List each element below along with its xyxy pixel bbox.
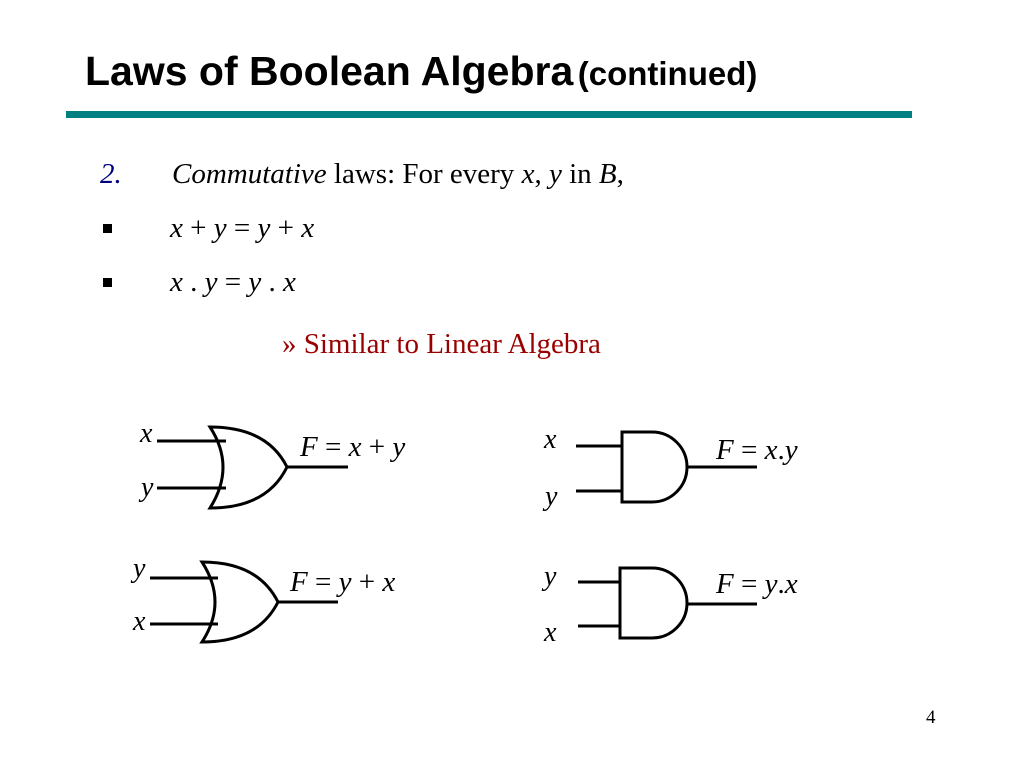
law-trail: , [616,158,624,190]
page-number: 4 [926,707,936,728]
or-gate-2-label-bottom: x [133,606,146,637]
eq-term: y [213,212,227,244]
expr-eq: = [733,434,765,466]
law-var-y: y [548,158,562,190]
and-gate-2-expression [716,568,798,601]
and-gate-2-label-bottom: x [544,617,557,648]
eq-op: + [270,212,302,244]
expr-op: . [777,568,785,600]
and-gate-1-label-bottom: y [545,481,558,512]
title-main: Laws of Boolean Algebra [85,48,574,94]
eq-term: x [282,266,296,298]
expr-a: y [764,568,778,600]
title-sub: (continued) [577,55,758,92]
law-text-in: in [561,158,599,190]
expr-eq: = [307,566,339,598]
expr-f: F [716,568,734,600]
similar-note: » Similar to Linear Algebra [282,328,601,360]
eq-term: y [204,266,218,298]
law-text-laws: laws: For every [333,158,522,190]
and-gate-1-expression [716,434,798,467]
expr-op: + [361,431,393,463]
and-gate-1-body [622,432,687,502]
eq-equals: = [217,266,249,298]
law-number: 2. [100,158,122,190]
expr-b: x [784,568,798,600]
eq-term: y [257,212,271,244]
eq-term: y [248,266,262,298]
expr-a: x [764,434,778,466]
expr-eq: = [317,431,349,463]
or-gate-2-body [202,562,278,642]
law-comma: , [534,158,549,190]
or-gate-1-expression [300,431,405,464]
expr-op: + [351,566,383,598]
law-name: Commutative [172,158,327,190]
expr-b: y [784,434,798,466]
or-gate-2-expression [290,566,395,599]
and-gate-1-label-top: x [544,424,557,455]
and-gate-2-label-top: y [544,561,557,592]
or-gate-2-label-top: y [133,553,146,584]
law-var-b: B [598,158,617,190]
eq-term: x [170,266,183,298]
expr-b: y [392,431,406,463]
or-gate-1-label-bottom: y [141,472,154,503]
eq-equals: = [226,212,258,244]
eq-term: x [170,212,183,244]
expr-a: x [348,431,362,463]
expr-b: x [382,566,396,598]
and-gate-2-body [620,568,687,638]
or-gate-1-label-top: x [140,418,153,449]
expr-f: F [290,566,308,598]
expr-op: . [777,434,785,466]
or-gate-1-body [210,427,287,508]
expr-a: y [338,566,352,598]
expr-f: F [716,434,734,466]
law-var-x: x [521,158,535,190]
eq-op: . [182,266,205,298]
eq-op: + [182,212,214,244]
eq-op: . [261,266,283,298]
expr-f: F [300,431,318,463]
eq-term: x [301,212,315,244]
expr-eq: = [733,568,765,600]
